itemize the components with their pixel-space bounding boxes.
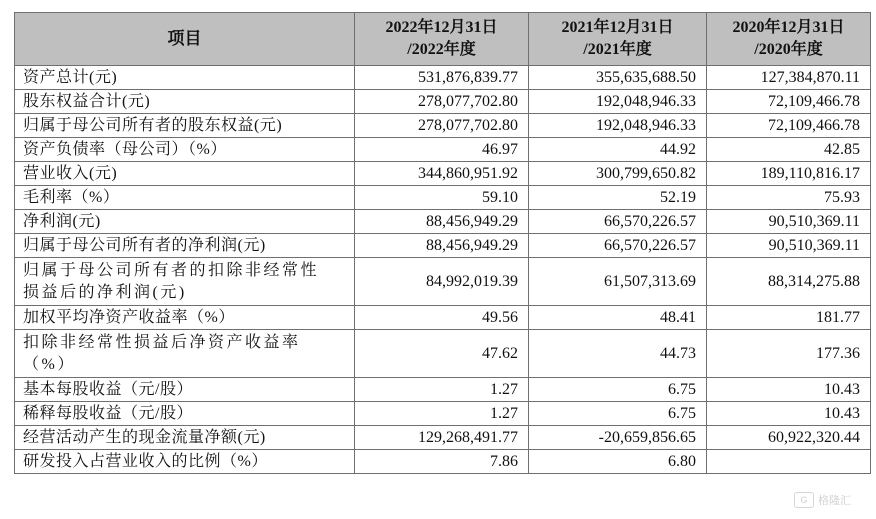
header-2022-line2: /2022年度 [407,41,476,58]
row-label: 加权平均净资产收益率（%） [15,306,355,330]
value-2021: 48.41 [529,306,707,330]
value-2022: 47.62 [355,330,529,378]
row-label: 归属于母公司所有者的净利润(元) [15,234,355,258]
value-2021: -20,659,856.65 [529,426,707,450]
gelonghui-logo-icon: G [794,492,814,508]
row-label: 股东权益合计(元) [15,90,355,114]
row-label: 基本每股收益（元/股） [15,378,355,402]
header-2020-line2: /2020年度 [754,41,823,58]
value-2022: 84,992,019.39 [355,258,529,306]
value-2020: 60,922,320.44 [707,426,871,450]
table-row [15,306,871,330]
table-row [15,162,871,186]
value-2022: 531,876,839.77 [355,66,529,90]
value-2021: 44.73 [529,330,707,378]
table-row [15,426,871,450]
value-2022: 278,077,702.80 [355,114,529,138]
value-2021: 300,799,650.82 [529,162,707,186]
value-2021: 66,570,226.57 [529,210,707,234]
table-row [15,66,871,90]
watermark [794,489,864,511]
value-2020: 189,110,816.17 [707,162,871,186]
row-label: 净利润(元) [15,210,355,234]
value-2022: 1.27 [355,378,529,402]
value-2020: 72,109,466.78 [707,114,871,138]
table-row [15,210,871,234]
value-2022: 1.27 [355,402,529,426]
header-2020-line1: 2020年12月31日 [732,19,845,36]
table-row [15,114,871,138]
table-row [15,234,871,258]
value-2021: 6.75 [529,402,707,426]
row-label: 毛利率（%） [15,186,355,210]
row-label [15,258,355,306]
value-2022: 344,860,951.92 [355,162,529,186]
row-label: 归属于母公司所有者的股东权益(元) [15,114,355,138]
financial-data-table [14,12,871,474]
value-2020: 90,510,369.11 [707,210,871,234]
row-label: 营业收入(元) [15,162,355,186]
value-2020: 10.43 [707,402,871,426]
table-row [15,258,871,306]
header-2021-line2: /2021年度 [583,41,652,58]
value-2022: 88,456,949.29 [355,210,529,234]
row-label-line2: （%） [23,355,76,373]
table-header-row [15,13,871,66]
value-2021: 61,507,313.69 [529,258,707,306]
value-2022: 49.56 [355,306,529,330]
value-2020 [707,450,871,474]
table-row [15,186,871,210]
value-2022: 59.10 [355,186,529,210]
header-2022-line1: 2022年12月31日 [385,19,498,36]
header-2020-cell [707,13,871,66]
header-item-cell: 项目 [15,13,355,66]
value-2020: 88,314,275.88 [707,258,871,306]
value-2020: 181.77 [707,306,871,330]
value-2020: 127,384,870.11 [707,66,871,90]
value-2022: 88,456,949.29 [355,234,529,258]
row-label [15,330,355,378]
value-2021: 355,635,688.50 [529,66,707,90]
financial-table-container [14,12,871,474]
row-label: 资产总计(元) [15,66,355,90]
value-2020: 42.85 [707,138,871,162]
row-label: 资产负债率（母公司）（%） [15,138,355,162]
header-2021-line1: 2021年12月31日 [561,19,674,36]
value-2021: 192,048,946.33 [529,90,707,114]
header-2022-cell [355,13,529,66]
row-label-line1: 归属于母公司所有者的扣除非经常性 [23,261,320,279]
table-row [15,378,871,402]
value-2022: 46.97 [355,138,529,162]
value-2021: 6.80 [529,450,707,474]
table-row [15,90,871,114]
table-row [15,402,871,426]
row-label-line2: 损益后的净利润(元) [23,283,187,301]
value-2022: 7.86 [355,450,529,474]
value-2021: 52.19 [529,186,707,210]
value-2021: 6.75 [529,378,707,402]
value-2021: 44.92 [529,138,707,162]
value-2020: 90,510,369.11 [707,234,871,258]
value-2022: 129,268,491.77 [355,426,529,450]
row-label: 研发投入占营业收入的比例（%） [15,450,355,474]
value-2021: 192,048,946.33 [529,114,707,138]
value-2020: 10.43 [707,378,871,402]
row-label-line1: 扣除非经常性损益后净资产收益率 [23,333,301,351]
value-2020: 177.36 [707,330,871,378]
value-2020: 72,109,466.78 [707,90,871,114]
row-label: 稀释每股收益（元/股） [15,402,355,426]
value-2022: 278,077,702.80 [355,90,529,114]
row-label: 经营活动产生的现金流量净额(元) [15,426,355,450]
table-row [15,330,871,378]
header-2021-cell [529,13,707,66]
watermark-text: 格隆汇 [818,495,851,507]
value-2020: 75.93 [707,186,871,210]
table-row [15,450,871,474]
value-2021: 66,570,226.57 [529,234,707,258]
table-row [15,138,871,162]
